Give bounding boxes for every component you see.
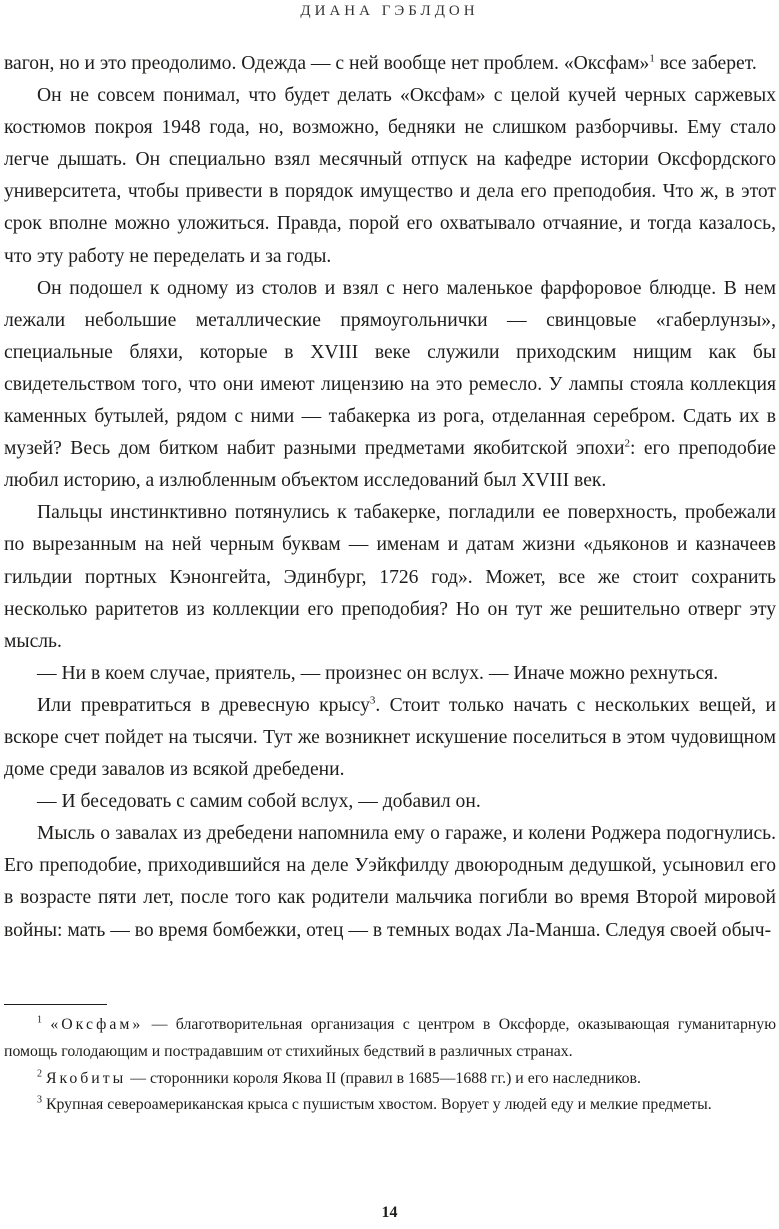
paragraph-text: Он подошел к одному из столов и взял с него маленькое фарфоровое блюдце. В нем лежали небольшие металлические прямоугольнички — свинцовые «габерлунзы», специальные бляхи, которые в XVIII веке служили приходским нищим как бы свидетельством того, что они имеют лицензию на это ремесло. У лампы стояла коллекция каменных бутылей, рядом с ними — табакерка из рога, отделанная серебром. Сдать их в музей? Весь дом битком набит разными предметами якобитской эпохи	[4, 277, 776, 460]
paragraph-text: вагон, но и это преодолимо. Одежда — с ней вообще нет проблем. «Оксфам»	[4, 53, 650, 74]
paragraph-text: Или превратиться в древесную крысу	[37, 694, 370, 716]
paragraph: Мысль о завалах из дребедени напомнила ему о гараже, и колени Роджера подогнулись. Его преподобие, приходившийся на деле Уэйкфилду двоюродным дедушкой, усыновил его в возрасте пяти лет, после того как родители мальчика погибли во время Второй мировой войны: мать — во время бомбежки, отец — в темных водах Ла-Манша. Следуя своей обыч-	[4, 823, 776, 941]
paragraph-text: : его преподобие любил историю, а излюбленным объектом исследований был XVIII век.	[4, 438, 777, 492]
body-text	[4, 48, 776, 947]
footnote-reference: 1	[649, 52, 655, 65]
paragraph: — Ни в коем случае, приятель, — произнес он вслух. — Иначе можно рехнуться.	[37, 662, 719, 684]
footnote-term: «Оксфам»	[50, 1016, 144, 1033]
paragraph-text: все заберет.	[654, 53, 757, 74]
footnotes	[4, 1012, 776, 1119]
running-head: ДИАНА ГЭБЛДОН	[300, 3, 479, 19]
paragraph: Он не совсем понимал, что будет делать «Оксфам» с целой кучей черных саржевых костюмов покроя 1948 года, но, возможно, бедняки не слишком разборчивы. Ему стало легче дышать. Он специально взял месячный отпуск на кафедре истории Оксфордского университета, чтобы привести в порядок имущество и дела его преподобия. Что ж, в этот срок вполне можно уложиться. Правда, порой его охватывало отчаяние, и тогда казалось, что эту работу не переделать и за годы.	[4, 85, 776, 267]
footnote-text: — благотворительная организация с центром в Оксфорде, оказывающая гуманитарную помощь голодающим и пострадавшим от стихийных бедствий в различных странах.	[4, 1016, 776, 1060]
footnote-number: 2	[37, 1068, 42, 1080]
footnote-text: Крупная североамериканская крыса с пушистым хвостом. Ворует у людей еду и мелкие предметы.	[45, 1096, 712, 1114]
paragraph: — И беседовать с самим собой вслух, — добавил он.	[37, 791, 481, 813]
footnote	[4, 1012, 776, 1066]
footnote-divider	[4, 1004, 107, 1005]
paragraph	[4, 690, 776, 786]
footnote-reference: 2	[624, 437, 630, 450]
footnote-term: Якобиты	[45, 1069, 127, 1087]
paragraph	[4, 273, 776, 498]
footnote-reference: 3	[369, 694, 376, 707]
footnote-text: — сторонники короля Якова II (правил в 1685—1688 гг.) и его наследников.	[126, 1069, 641, 1087]
paragraph: Пальцы инстинктивно потянулись к табакерке, погладили ее поверхность, пробежали по вырезанным на ней черным буквам — именам и датам жизни «дьяконов и казначеев гильдии портных Кэнонгейта, Эдинбург, 1726 год». Может, все же стоит сохранить несколько раритетов из коллекции его преподобия? Но он тут же решительно отверг эту мысль.	[4, 502, 776, 652]
page-number: 14	[381, 1204, 398, 1221]
footnote-number: 3	[37, 1095, 42, 1107]
paragraph-text: . Стоит только начать с нескольких вещей, и вскоре счет пойдет на тысячи. Тут же возникнет искушение поселиться в этом чудовищном доме среди завалов из всякой дребедени.	[4, 694, 776, 781]
paragraph	[4, 48, 776, 80]
footnote-number: 1	[37, 1014, 42, 1026]
footnote	[4, 1092, 776, 1119]
footnote	[4, 1066, 776, 1093]
